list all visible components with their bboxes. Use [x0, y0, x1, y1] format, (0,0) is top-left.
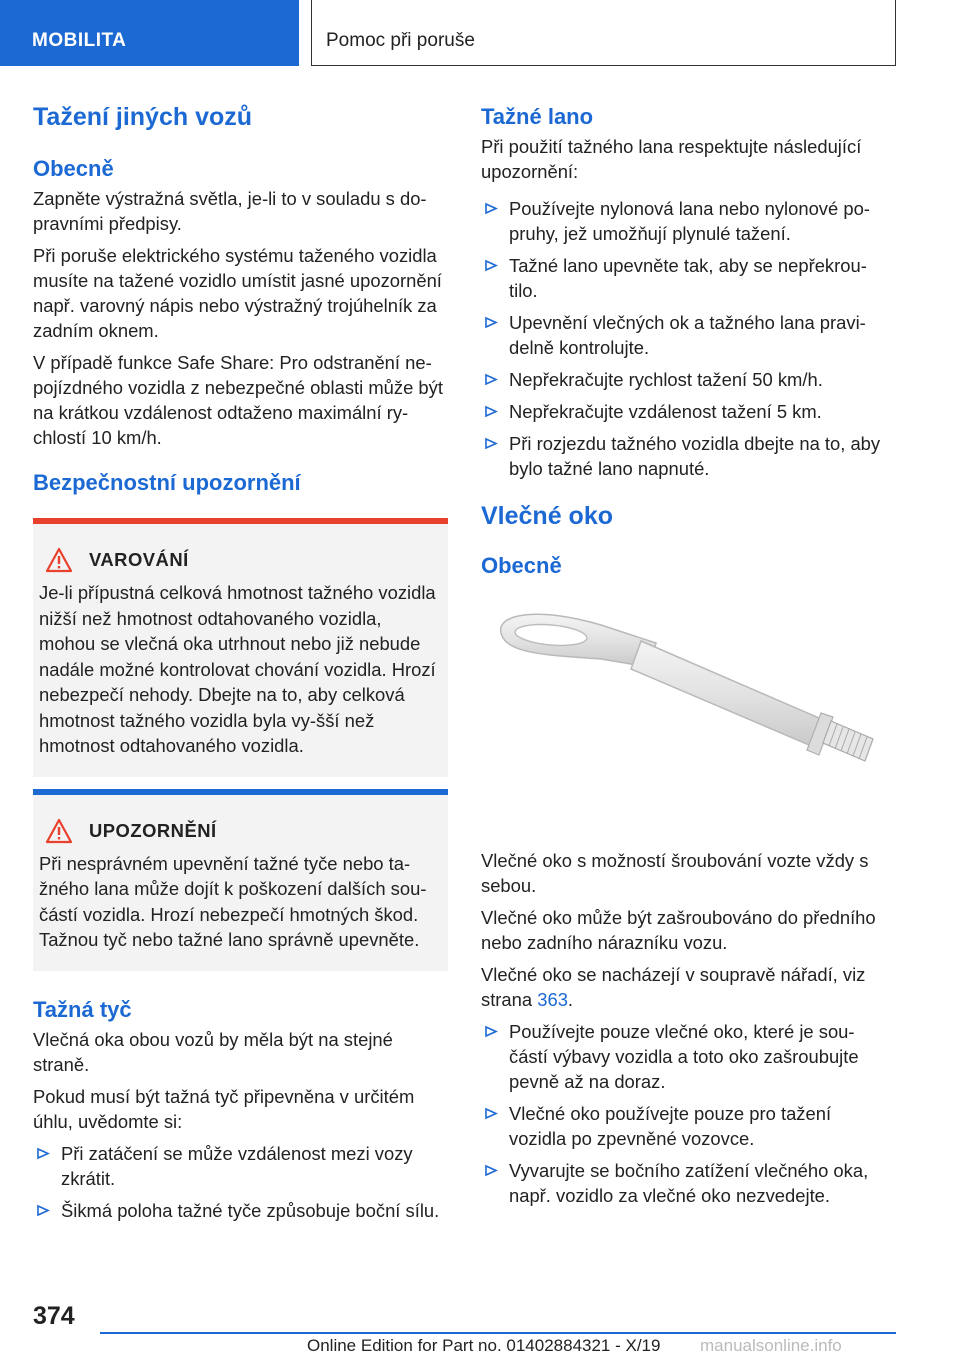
warning-box	[33, 518, 448, 777]
tow-eye-paragraph-1: Vlečné oko s možností šroubování vozte vždy s sebou.	[481, 850, 869, 896]
right-column	[481, 102, 893, 1215]
rope-heading: Tažné lano	[481, 104, 594, 129]
footer-divider	[100, 1332, 896, 1334]
watermark: manualsonline.info	[700, 1336, 842, 1355]
section-tab: MOBILITA	[0, 0, 299, 66]
notice-label: UPOZORNĚNÍ	[89, 819, 217, 841]
bullet-triangle-icon	[483, 196, 499, 221]
tow-eye-paragraph-2: Vlečné oko může být zašroubováno do předního nebo zadního nárazníku vozu.	[481, 907, 876, 953]
bullet-triangle-icon	[483, 431, 499, 456]
warning-header	[39, 546, 442, 574]
rope-intro: Při použití tažného lana respektujte následující upozornění:	[481, 136, 862, 182]
tow-eye-heading: Vlečné oko	[481, 502, 613, 530]
notice-box	[33, 789, 448, 971]
chapter-title: Pomoc při poruše	[311, 0, 896, 66]
towbar-paragraph-2: Pokud musí být tažná tyč připevněna v určitém úhlu, uvědomte si:	[33, 1085, 415, 1132]
warning-triangle-icon	[45, 547, 73, 573]
bullet-triangle-icon	[483, 310, 499, 335]
list-item: Nepřekračujte vzdálenost tažení 5 km.	[481, 399, 893, 424]
bullet-triangle-icon	[483, 253, 499, 278]
list-item: Používejte nylonová lana nebo nylonové po-pruhy, jež umožňují plynulé tažení.	[481, 196, 893, 246]
bullet-triangle-icon	[483, 1101, 499, 1126]
page-title: Tažení jiných vozů	[33, 103, 253, 131]
list-item: Při zatáčení se může vzdálenost mezi vozy zkrátit.	[33, 1141, 448, 1191]
bullet-triangle-icon	[483, 1019, 499, 1044]
page-number: 374	[33, 1302, 75, 1330]
general-paragraph-1: Zapněte výstražná světla, je-li to v souladu s do-pravními předpisy.	[33, 188, 427, 234]
bullet-triangle-icon	[35, 1198, 51, 1223]
list-item: Nepřekračujte rychlost tažení 50 km/h.	[481, 367, 893, 392]
general-paragraph-3: V případě funkce Safe Share: Pro odstranění ne-pojízdného vozidla z nebezpečné oblasti může být na krátkou vzdálenost odtaženo maximální ry-chlostí 10 km/h.	[33, 352, 443, 448]
list-item: Vlečné oko používejte pouze pro tažení vozidla po zpevněné vozovce.	[481, 1101, 893, 1151]
page-reference-link[interactable]: 363	[537, 989, 568, 1010]
general-heading: Obecně	[33, 156, 114, 181]
list-item: Šikmá poloha tažné tyče způsobuje boční sílu.	[33, 1198, 448, 1223]
general-paragraph-2: Při poruše elektrického systému taženého vozidla musíte na tažené vozidlo umístit jasné upozornění např. varovný nápis nebo výstražný trojúhelník za zadním oknem.	[33, 245, 442, 341]
warning-text: Je-li přípustná celková hmotnost tažného vozidla nižší než hmotnost odtahovaného vozidla, mohou se vlečná oka utrhnout nebo již nebude nadále možné kontrolovat chování vozidla. Hrozí nebezpečí nehody. Dbejte na to, aby celková hmotnost tažného vozidla byla vy-šší než hmotnost odtahovaného vozidla.	[39, 582, 436, 756]
bullet-triangle-icon	[483, 1158, 499, 1183]
safety-heading: Bezpečnostní upozornění	[33, 470, 301, 495]
list-item: Při rozjezdu tažného vozidla dbejte na to, aby bylo tažné lano napnuté.	[481, 431, 893, 481]
edition-text: Online Edition for Part no. 01402884321 - X/19	[307, 1336, 661, 1355]
tow-eye-paragraph-3: Vlečné oko se nacházejí v soupravě nářadí, viz strana 363.	[481, 964, 866, 1010]
list-item: Tažné lano upevněte tak, aby se nepřekrou-tilo.	[481, 253, 893, 303]
list-item: Používejte pouze vlečné oko, které je sou-částí výbavy vozidla a toto oko zašroubujte pevně až na doraz.	[481, 1019, 893, 1094]
notice-text: Při nesprávném upevnění tažné tyče nebo ta-žného lana může dojít k poškození dalších sou-částí vozidla. Hrozí nebezpečí hmotných škod. Tažnou tyč nebo tažné lano správně upevněte.	[39, 852, 427, 950]
warning-label: VAROVÁNÍ	[89, 549, 189, 570]
tow-eye-general-heading: Obecně	[481, 553, 562, 578]
list-item: Vyvarujte se bočního zatížení vlečného oka, např. vozidlo za vlečné oko nezvedejte.	[481, 1158, 893, 1208]
left-column	[33, 102, 448, 1230]
caution-triangle-icon	[45, 818, 73, 844]
bullet-triangle-icon	[483, 367, 499, 392]
towbar-heading: Tažná tyč	[33, 996, 132, 1022]
tow-eye-image	[481, 603, 893, 813]
list-item: Upevnění vlečných ok a tažného lana pravi-delně kontrolujte.	[481, 310, 893, 360]
bullet-triangle-icon	[35, 1141, 51, 1166]
towbar-paragraph-1: Vlečná oka obou vozů by měla být na stejné straně.	[33, 1028, 393, 1075]
notice-header	[39, 817, 442, 845]
bullet-triangle-icon	[483, 399, 499, 424]
